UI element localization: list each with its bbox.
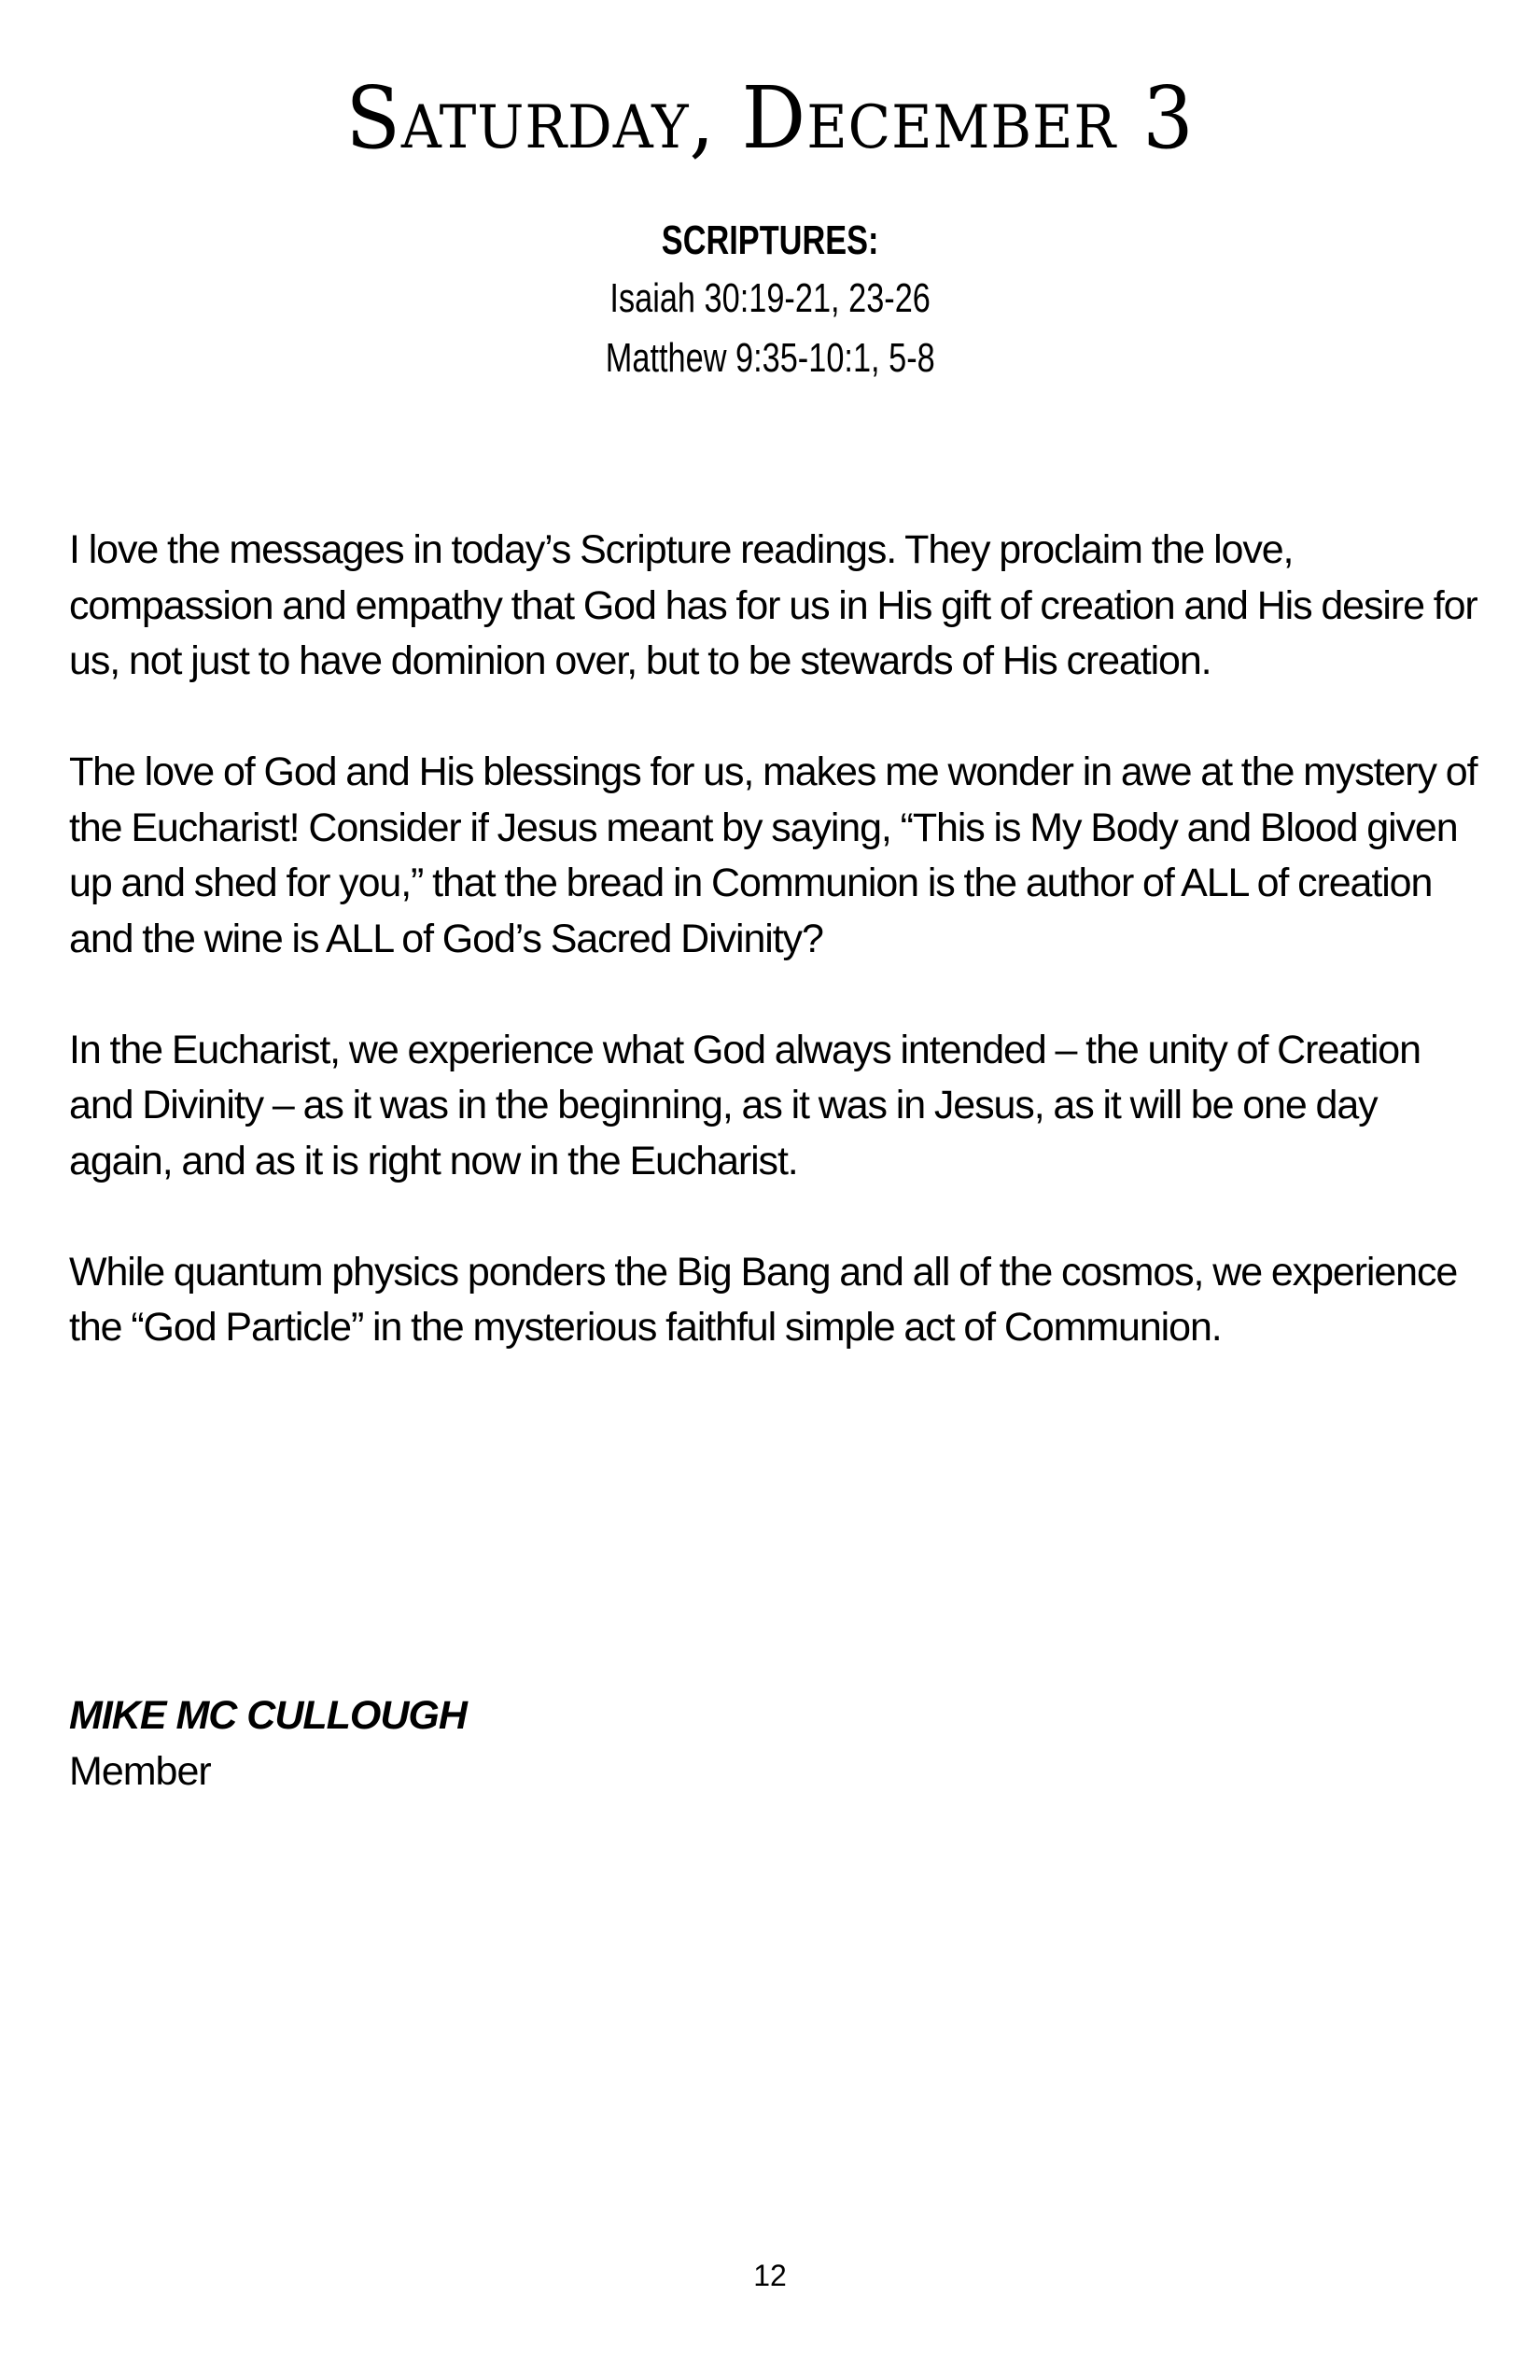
reflection-body [69,523,1488,1411]
scripture-reference [0,269,1540,329]
reflection-paragraph: I love the messages in today’s Scripture readings. They proclaim the love, compassion and empathy that God has for us in His gift of creation and His desire for us, not just to have dominion over, but to be stewards of His creation. [69,527,1477,683]
scripture-reference-text: Matthew 9:35-10:1, 5-8 [605,335,935,381]
reflection-paragraph: In the Eucharist, we experience what God always intended – the unity of Creation and Divinity – as it was in the beginning, as it was in Jesus, as it will be one day again, and as it is right now in the Eucharist. [69,1027,1421,1183]
scripture-heading: SCRIPTURES: [661,217,879,263]
author-role: Member [69,1749,211,1794]
scripture-heading-row [0,213,1540,269]
page-number: 12 [753,2259,787,2292]
reflection-paragraph: While quantum physics ponders the Big Bang and all of the cosmos, we experience the “God Particle” in the mysterious faithful simple act of Communion. [69,1249,1458,1350]
page-title: Saturday, December 3 [345,68,1195,168]
scripture-block [0,213,1540,388]
scripture-reference-text: Isaiah 30:19-21, 23-26 [609,275,931,321]
author-name: MIKE MC CULLOUGH [69,1693,467,1738]
scripture-reference [0,329,1540,388]
reflection-paragraph: The love of God and His blessings for us, makes me wonder in awe at the mystery of the Eucharist! Consider if Jesus meant by saying, “This is My Body and Blood given up and shed for you,” that the bread in Communion is the author of ALL of creation and the wine is ALL of God’s Sacred Divinity? [69,749,1477,961]
author-signature [69,1687,467,1799]
